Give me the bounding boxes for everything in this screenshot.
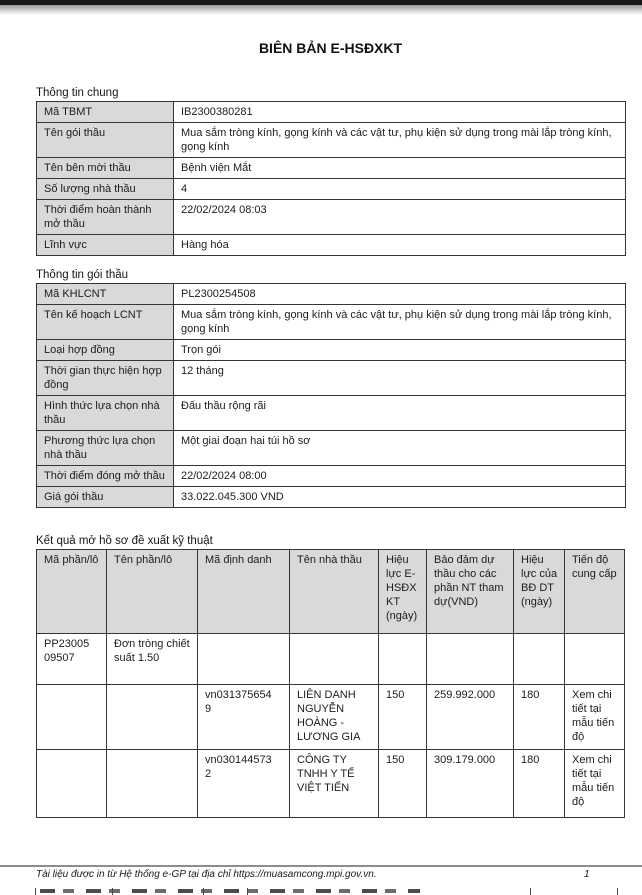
results-row xyxy=(37,634,625,685)
validity-cell: 150 xyxy=(379,685,427,750)
document-title: BIÊN BẢN E-HSĐXKT xyxy=(258,40,403,56)
next-page-sliver xyxy=(0,887,642,895)
table-row xyxy=(37,487,626,508)
viewer-top-shadow xyxy=(0,5,642,15)
column-header: Tên nhà thầu xyxy=(290,550,379,634)
lot-code-cell xyxy=(37,685,107,750)
table-row xyxy=(37,102,626,123)
next-page-cell-border xyxy=(35,888,36,895)
row-label: Mã TBMT xyxy=(37,102,174,123)
table-row xyxy=(37,158,626,179)
table-row xyxy=(37,361,626,396)
footer-source-text: Tài liệu được in từ Hệ thống e-GP tại địa chỉ https://muasamcong.mpi.gov.vn. xyxy=(36,869,377,880)
delivery-cell: Xem chi tiết tại mẫu tiến độ xyxy=(565,685,625,750)
next-page-cell-border xyxy=(530,888,531,895)
row-label: Lĩnh vực xyxy=(37,235,174,256)
guarantee-validity-cell xyxy=(514,634,565,685)
row-label: Mã KHLCNT xyxy=(37,284,174,305)
row-value: 22/02/2024 08:03 xyxy=(174,200,626,235)
next-page-cell-border xyxy=(112,888,113,895)
row-value: Hàng hóa xyxy=(174,235,626,256)
vendor-name-cell: LIÊN DANH NGUYỄN HOÀNG - LƯƠNG GIA xyxy=(290,685,379,750)
next-page-text-fragments xyxy=(40,889,420,893)
section-package xyxy=(36,269,625,508)
page-footer xyxy=(36,869,625,880)
column-header: Mã định danh xyxy=(198,550,290,634)
results-row xyxy=(37,685,625,750)
row-value: 12 tháng xyxy=(174,361,626,396)
table-row xyxy=(37,340,626,361)
row-value: Đấu thầu rộng rãi xyxy=(174,396,626,431)
row-value: Mua sắm tròng kính, gọng kính và các vật tư, phụ kiện sử dụng trong mài lắp tròng kính, gọng kính xyxy=(174,305,626,340)
row-label: Loại hợp đồng xyxy=(37,340,174,361)
row-label: Tên gói thầu xyxy=(37,123,174,158)
column-header: Hiệu lực của BĐ DT (ngày) xyxy=(514,550,565,634)
table-row xyxy=(37,466,626,487)
guarantee-validity-cell: 180 xyxy=(514,685,565,750)
guarantee-cell xyxy=(427,634,514,685)
section-package-heading: Thông tin gói thầu xyxy=(36,269,129,281)
row-value: Mua sắm tròng kính, gọng kính và các vật tư, phụ kiện sử dụng trong mài lắp tròng kính, gọng kính xyxy=(174,123,626,158)
row-value: IB2300380281 xyxy=(174,102,626,123)
lot-name-cell: Đơn tròng chiết suất 1.50 xyxy=(107,634,198,685)
column-header: Tên phần/lô xyxy=(107,550,198,634)
row-value: 22/02/2024 08:00 xyxy=(174,466,626,487)
delivery-cell: Xem chi tiết tại mẫu tiến độ xyxy=(565,750,625,818)
row-value: Trọn gói xyxy=(174,340,626,361)
vendor-name-cell xyxy=(290,634,379,685)
table-row xyxy=(37,305,626,340)
table-row xyxy=(37,179,626,200)
table-row xyxy=(37,200,626,235)
package-info-table xyxy=(36,283,626,508)
vendor-name-cell: CÔNG TY TNHH Y TẾ VIỆT TIẾN xyxy=(290,750,379,818)
row-value: 4 xyxy=(174,179,626,200)
vendor-id-cell: vn0301445732 xyxy=(198,750,290,818)
results-table xyxy=(36,549,625,818)
guarantee-cell: 309.179.000 xyxy=(427,750,514,818)
results-row xyxy=(37,750,625,818)
row-label: Giá gói thầu xyxy=(37,487,174,508)
row-label: Tên kế hoạch LCNT xyxy=(37,305,174,340)
column-header: Hiệu lực E-HSĐXKT (ngày) xyxy=(379,550,427,634)
column-header: Bảo đảm dự thầu cho các phần NT tham dự(VND) xyxy=(427,550,514,634)
table-row xyxy=(37,123,626,158)
row-label: Thời gian thực hiện hợp đồng xyxy=(37,361,174,396)
page-number: 1 xyxy=(584,869,590,880)
row-value: Một giai đoạn hai túi hồ sơ xyxy=(174,431,626,466)
footer-divider xyxy=(0,865,642,867)
section-results xyxy=(36,535,625,818)
table-row xyxy=(37,431,626,466)
section-results-heading: Kết quả mở hồ sơ đề xuất kỹ thuật xyxy=(36,535,213,547)
next-page-cell-border xyxy=(203,888,204,895)
lot-code-cell xyxy=(37,750,107,818)
table-row xyxy=(37,235,626,256)
row-label: Hình thức lựa chọn nhà thầu xyxy=(37,396,174,431)
section-general xyxy=(36,87,625,256)
vendor-id-cell: vn0313756549 xyxy=(198,685,290,750)
validity-cell xyxy=(379,634,427,685)
results-header-row xyxy=(37,550,625,634)
vendor-id-cell xyxy=(198,634,290,685)
general-info-table xyxy=(36,101,626,256)
lot-code-cell: PP2300509507 xyxy=(37,634,107,685)
row-value: Bệnh viện Mắt xyxy=(174,158,626,179)
lot-name-cell xyxy=(107,750,198,818)
row-label: Phương thức lựa chọn nhà thầu xyxy=(37,431,174,466)
next-page-cell-border xyxy=(617,888,618,895)
validity-cell: 150 xyxy=(379,750,427,818)
row-label: Thời điểm hoàn thành mở thầu xyxy=(37,200,174,235)
delivery-cell xyxy=(565,634,625,685)
table-row xyxy=(37,284,626,305)
row-value: 33.022.045.300 VND xyxy=(174,487,626,508)
next-page-cell-border xyxy=(247,888,248,895)
guarantee-cell: 259.992.000 xyxy=(427,685,514,750)
lot-name-cell xyxy=(107,685,198,750)
section-general-heading: Thông tin chung xyxy=(36,87,119,99)
row-label: Tên bên mời thầu xyxy=(37,158,174,179)
row-value: PL2300254508 xyxy=(174,284,626,305)
table-row xyxy=(37,396,626,431)
guarantee-validity-cell: 180 xyxy=(514,750,565,818)
row-label: Thời điểm đóng mở thầu xyxy=(37,466,174,487)
column-header: Mã phần/lô xyxy=(37,550,107,634)
column-header: Tiến độ cung cấp xyxy=(565,550,625,634)
row-label: Số lượng nhà thầu xyxy=(37,179,174,200)
